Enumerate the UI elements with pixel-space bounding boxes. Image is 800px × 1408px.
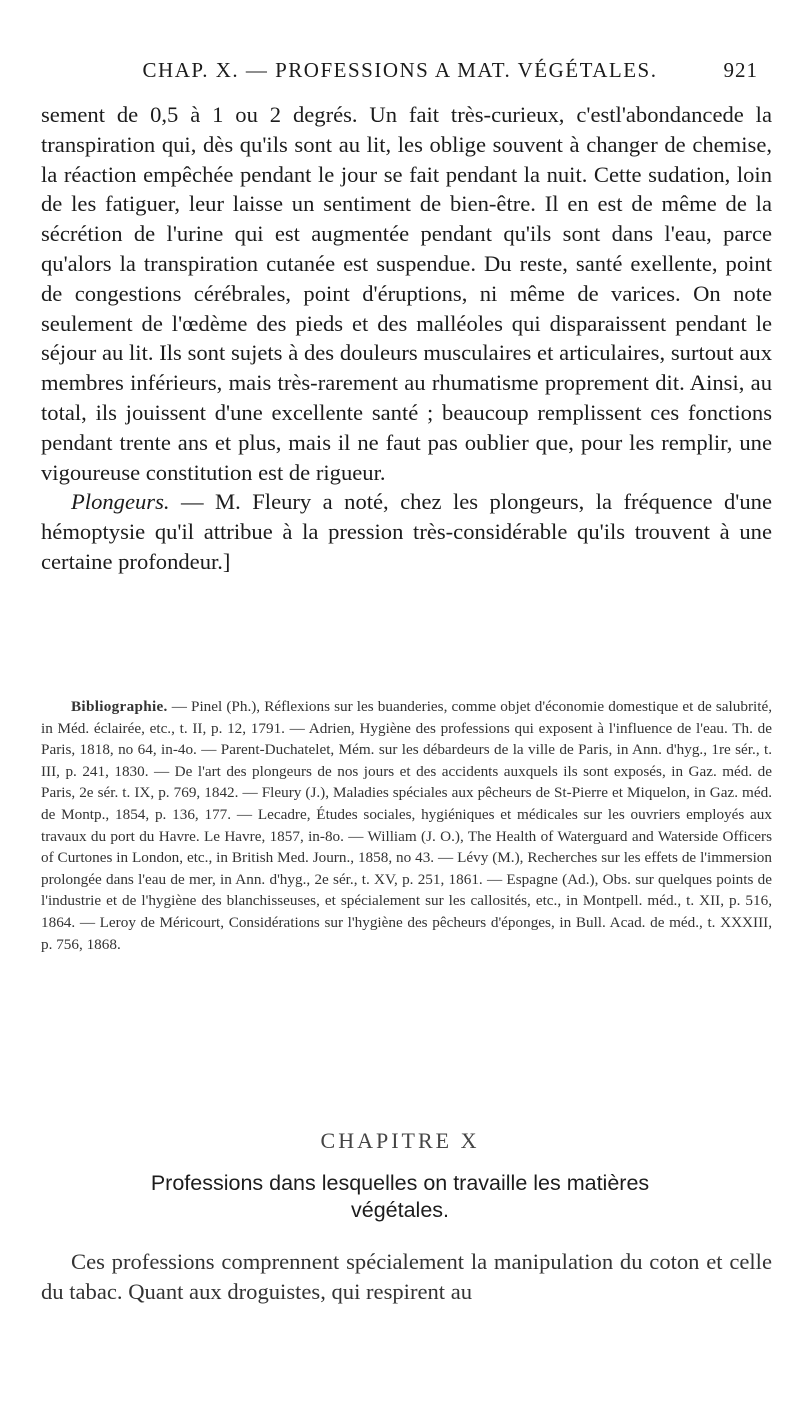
chapter-subtitle — [0, 1170, 800, 1224]
bibliography-section — [41, 696, 772, 955]
bibliography-label: Bibliographie. — [71, 698, 168, 715]
chapter-subtitle-line1: Professions dans lesquelles on travaille les matières — [150, 1171, 650, 1195]
paragraph-transpiration: sement de 0,5 à 1 ou 2 degrés. Un fait très-curieux, c'estl'abondancede la transpiration qui, dès qu'ils sont au lit, les oblige souvent à changer de chemise, la réaction empêchée pendant le jour se fait pendant la nuit. Cette sudation, loin de les fatiguer, leur laisse un sentiment de bien-être. Il en est de même de la sécrétion de l'urine qui est augmentée pendant qu'ils sont dans l'eau, parce qu'alors la transpiration cutanée est suspendue. Du reste, santé exellente, point de congestions cérébrales, point d'éruptions, ni même de varices. On note seulement de l'œdème des pieds et des malléoles qui disparaissent pendant le séjour au lit. Ils sont sujets à des douleurs musculaires et articulaires, surtout aux membres inférieurs, mais très-rarement au rhumatisme proprement dit. Ainsi, au total, ils jouissent d'une excellente santé ; beaucoup remplissent ces fonctions pendant trente ans et plus, mais il ne faut pas oublier que, pour les remplir, une vigoureuse constitution est de rigueur. — [41, 102, 772, 485]
bibliography-paragraph — [41, 696, 772, 955]
paragraph-plongeurs — [41, 487, 772, 576]
page-number: 921 — [723, 58, 758, 82]
chapter-heading: CHAPITRE X — [320, 1128, 480, 1153]
chapter-subtitle-line2: végétales. — [350, 1198, 449, 1222]
bibliography-text: — Pinel (Ph.), Réflexions sur les buanderies, comme objet d'économie domestique et de salubrité, in Méd. éclairée, etc., t. II, p. 12, 1791. — Adrien, Hygiène des professions qui exposent à l'influence de l'eau. Th. de Paris, 1818, no 64, in-4o. — Parent-Duchatelet, Mém. sur les débardeurs de la ville de Paris, in Ann. d'hyg., 1re sér., t. III, p. 241, 1830. — De l'art des plongeurs de nos jours et des accidents auxquels ils sont exposés, in Gaz. méd. de Paris, 2e sér. t. IX, p. 769, 1842. — Fleury (J.), Maladies spéciales aux pêcheurs de St-Pierre et Miquelon, in Gaz. méd. de Montp., 1854, p. 136, 177. — Lecadre, Études sociales, hygiéniques et médicales sur les ouvriers employés aux travaux du port du Havre. Le Havre, 1857, in-8o. — William (J. O.), The Health of Waterguard and Waterside Officers of Curtones in London, etc., in British Med. Journ., 1858, no 43. — Lévy (M.), Recherches sur les effets de l'immersion prolongée dans l'eau de mer, in Ann. d'hyg., 2e sér., t. XV, p. 251, 1861. — Espagne (Ad.), Obs. sur quelques points de l'industrie et de l'hygiène des blanchisseuses, et spécialement sur les callosités, etc., in Montpell. méd., t. XII, p. 516, 1864. — Leroy de Méricourt, Considérations sur l'hygiène des pêcheurs d'éponges, in Bull. Acad. de méd., t. XXXIII, p. 756, 1868. — [41, 698, 772, 953]
plongeurs-text: — M. Fleury a noté, chez les plongeurs, la fréquence d'une hémoptysie qu'il attribue à la pression très-considérable qu'ils trouvent à une certaine profondeur.] — [41, 489, 772, 574]
chapter-intro — [41, 1247, 772, 1307]
plongeurs-label: Plongeurs. — [71, 489, 170, 515]
main-text — [41, 100, 772, 577]
chapter-intro-paragraph: Ces professions comprennent spécialement la manipulation du coton et celle du tabac. Quant aux droguistes, qui respirent au — [41, 1249, 772, 1304]
running-head — [0, 58, 800, 88]
running-head-title: CHAP. X. — PROFESSIONS A MAT. VÉGÉTALES. — [142, 58, 658, 82]
